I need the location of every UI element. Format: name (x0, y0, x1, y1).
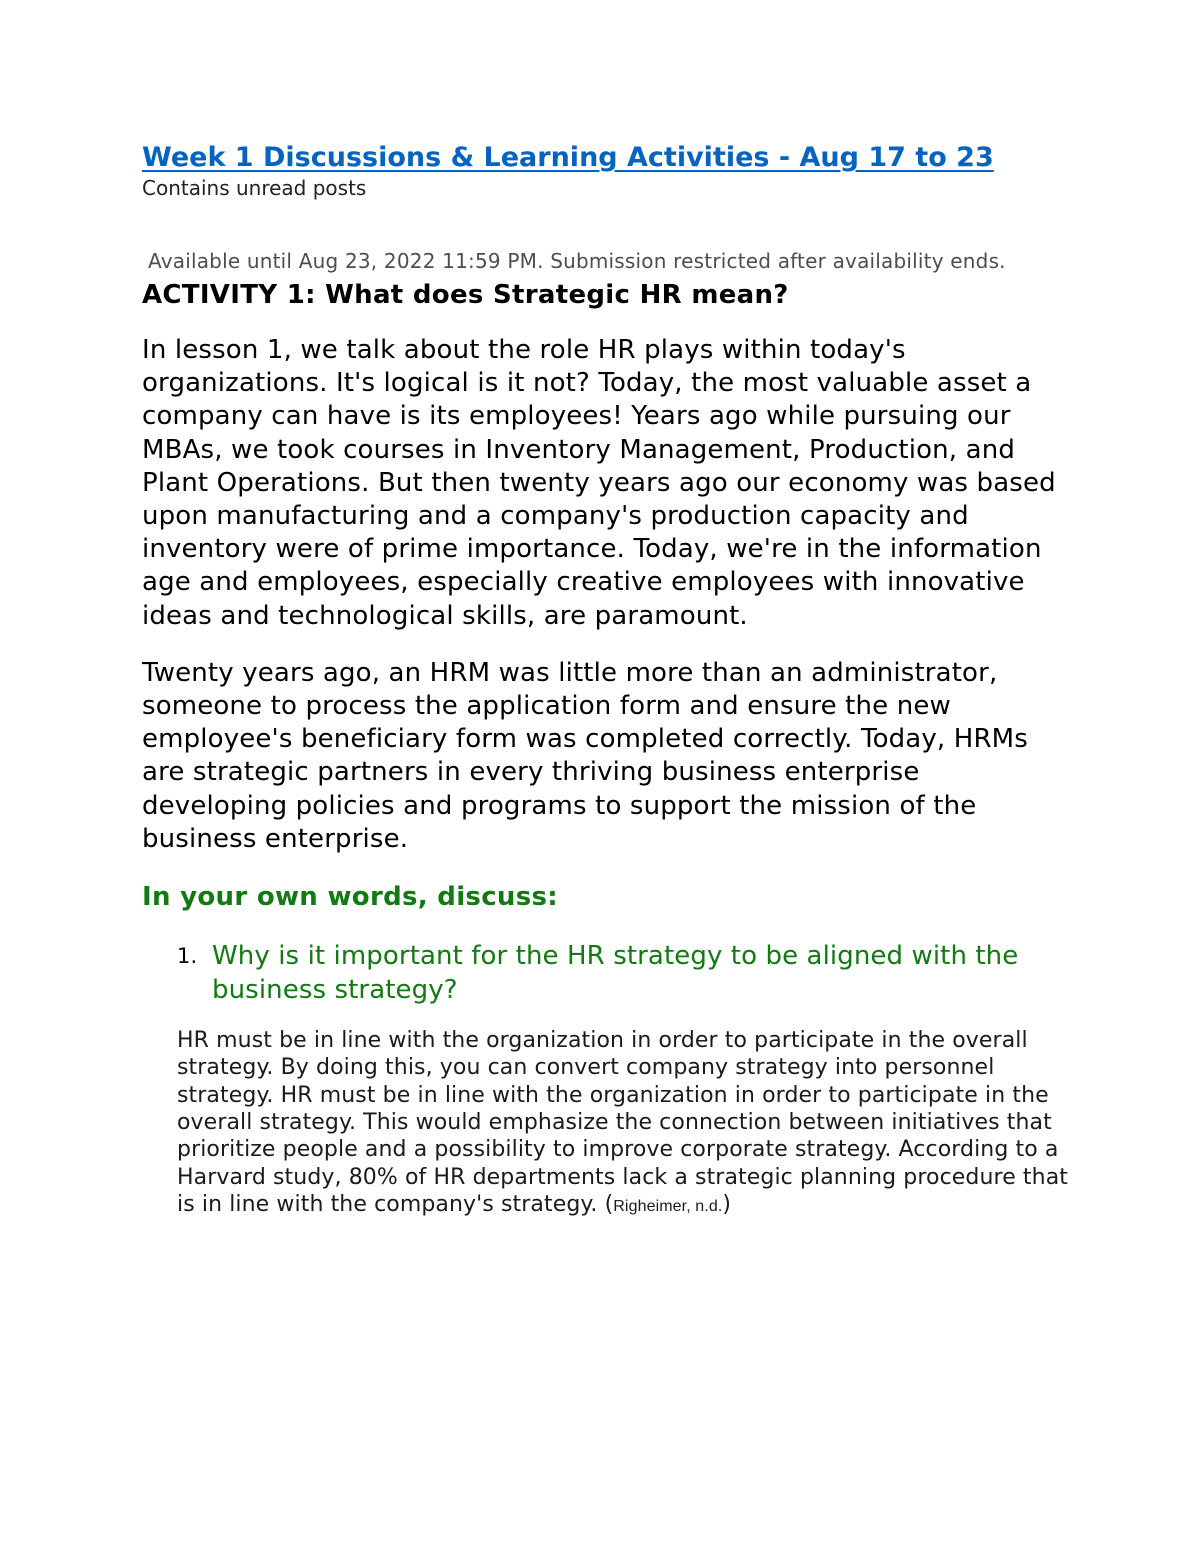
document-page (142, 140, 1072, 1220)
citation: Righeimer, n.d. (613, 1197, 723, 1215)
hrm-paragraph: Twenty years ago, an HRM was little more than an administrator, someone to process the application form and ensure the new employee's beneficiary form was completed correctly. Today, HRMs are strategic partners in every thriving business enterprise developing policies and programs to support the mission of the business enterprise. (142, 657, 1028, 854)
question-number: 1. (177, 944, 198, 969)
answer-paragraph (142, 1027, 1072, 1220)
lesson-paragraph: In lesson 1, we talk about the role HR plays within today's organizations. It's logical is it not? Today, the most valuable asset a company can have is its employees! Years ago while pursuing our MBAs, we took courses in Inventory Management, Production, and Plant Operations. But then twenty years ago our economy was based upon manufacturing and a company's production capacity and inventory were of prime importance. Today, we're in the information age and employees, especially creative employees with innovative ideas and technological skills, are paramount. (142, 335, 1056, 631)
discussion-title-link[interactable]: Week 1 Discussions & Learning Activities - Aug 17 to 23 (142, 142, 994, 173)
question-list (142, 940, 1072, 1007)
unread-status: Contains unread posts (142, 176, 367, 200)
discuss-heading: In your own words, discuss: (142, 882, 558, 913)
answer-closing: ) (722, 1191, 732, 1217)
availability-text: Available until Aug 23, 2022 11:59 PM. Submission restricted after availability ends. (148, 249, 1006, 273)
answer-text: HR must be in line with the organization in order to participate in the overall strategy. By doing this, you can convert company strategy into personnel strategy. HR must be in line with the organization in order to participate in the overall strategy. This would emphasize the connection between initiatives that prioritize people and a possibility to improve corporate strategy. According to a Harvard study, 80% of HR departments lack a strategic planning procedure that is in line with the company's strategy. ( (177, 1028, 1068, 1217)
question-text: Why is it important for the HR strategy to be aligned with the business strategy? (212, 941, 1019, 1005)
question-item (142, 940, 1072, 1007)
availability-notice (142, 249, 1072, 274)
activity-heading: ACTIVITY 1: What does Strategic HR mean? (142, 280, 789, 310)
